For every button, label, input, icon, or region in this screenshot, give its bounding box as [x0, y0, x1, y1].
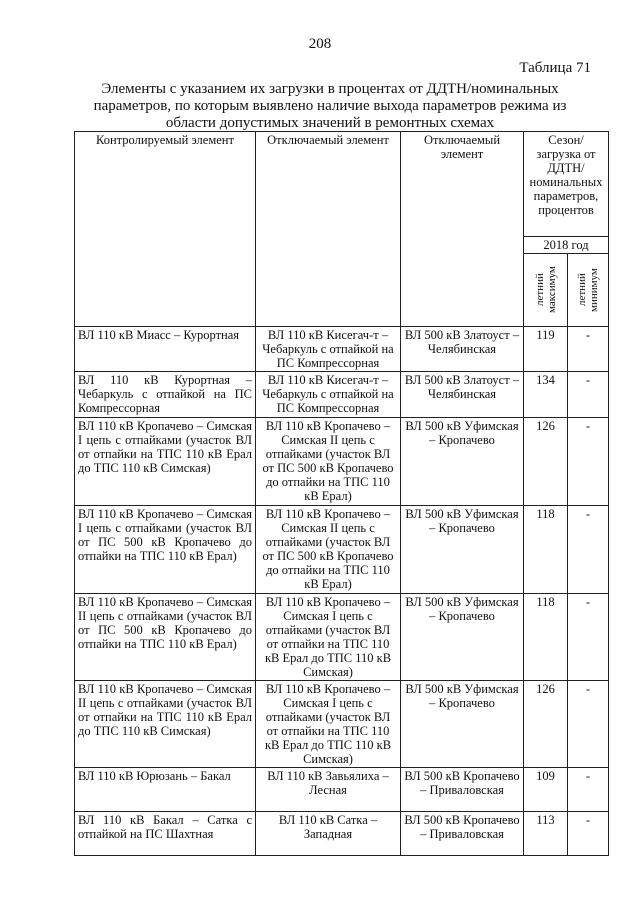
cell-summer-min: -: [568, 418, 609, 506]
cell-summer-min: -: [568, 594, 609, 681]
cell-summer-min: -: [568, 812, 609, 856]
cell-disconnected-2: ВЛ 500 кВ Кропачево – Приваловская: [401, 768, 524, 812]
cell-disconnected-2: ВЛ 500 кВ Златоуст – Челябинская: [401, 327, 524, 372]
header-disconnected-2: Отключаемый элемент: [401, 132, 524, 327]
table-row: [75, 681, 609, 768]
cell-summer-max: 118: [524, 506, 568, 594]
cell-summer-max: 126: [524, 681, 568, 768]
cell-disconnected-2: ВЛ 500 кВ Златоуст – Челябинская: [401, 372, 524, 418]
header-year: 2018 год: [524, 237, 609, 254]
cell-summer-max: 134: [524, 372, 568, 418]
table-caption: Элементы с указанием их загрузки в процентах от ДДТН/номинальных параметров, по которым выявлено наличие выхода параметров режима из области допустимых значений в ремонтных схемах: [93, 81, 567, 131]
header-summer-min-label: летний минимум: [576, 268, 600, 312]
cell-controlled: ВЛ 110 кВ Миасс – Курортная: [75, 327, 256, 372]
table-row: [75, 768, 609, 812]
cell-summer-min: -: [568, 327, 609, 372]
cell-disconnected-2: ВЛ 500 кВ Уфимская – Кропачево: [401, 506, 524, 594]
table-row: [75, 506, 609, 594]
cell-summer-min: -: [568, 681, 609, 768]
header-disconnected-1: Отключаемый элемент: [256, 132, 401, 327]
cell-controlled: ВЛ 110 кВ Юрюзань – Бакал: [75, 768, 256, 812]
header-controlled: Контролируемый элемент: [75, 132, 256, 327]
cell-disconnected-2: ВЛ 500 кВ Уфимская – Кропачево: [401, 594, 524, 681]
cell-disconnected-1: ВЛ 110 кВ Кисегач-т – Чебаркуль с отпайкой на ПС Компрессорная: [256, 327, 401, 372]
cell-summer-max: 109: [524, 768, 568, 812]
table-row: [75, 372, 609, 418]
cell-controlled: ВЛ 110 кВ Кропачево – Симская II цепь с отпайками (участок ВЛ от ПС 500 кВ Кропачево до отпайки на ТПС 110 кВ Ерал): [75, 594, 256, 681]
load-table: [74, 131, 609, 856]
table-row: [75, 812, 609, 856]
cell-disconnected-2: ВЛ 500 кВ Уфимская – Кропачево: [401, 418, 524, 506]
header-summer-max: [524, 254, 568, 327]
cell-summer-min: -: [568, 506, 609, 594]
cell-disconnected-1: ВЛ 110 кВ Кисегач-т – Чебаркуль с отпайкой на ПС Компрессорная: [256, 372, 401, 418]
cell-summer-min: -: [568, 768, 609, 812]
header-summer-max-label: летний максимум: [533, 266, 558, 314]
cell-disconnected-1: ВЛ 110 кВ Кропачево – Симская II цепь с отпайками (участок ВЛ от ПС 500 кВ Кропачево до отпайки на ТПС 110 кВ Ерал): [256, 418, 401, 506]
cell-controlled: ВЛ 110 кВ Кропачево – Симская II цепь с отпайками (участок ВЛ от отпайки на ТПС 110 кВ Ерал до ТПС 110 кВ Симская): [75, 681, 256, 768]
table-row: [75, 327, 609, 372]
cell-disconnected-1: ВЛ 110 кВ Кропачево – Симская I цепь с отпайками (участок ВЛ от отпайки на ТПС 110 кВ Ерал до ТПС 110 кВ Симская): [256, 681, 401, 768]
cell-summer-max: 119: [524, 327, 568, 372]
table-row: [75, 594, 609, 681]
cell-summer-min: -: [568, 372, 609, 418]
cell-disconnected-1: ВЛ 110 кВ Завьялиха – Лесная: [256, 768, 401, 812]
table-label: Таблица 71: [519, 60, 591, 76]
header-summer-min: [568, 254, 609, 327]
page-number: 208: [308, 36, 332, 52]
cell-controlled: ВЛ 110 кВ Курортная – Чебаркуль с отпайкой на ПС Компрессорная: [75, 372, 256, 418]
cell-controlled: ВЛ 110 кВ Кропачево – Симская I цепь с отпайками (участок ВЛ от ПС 500 кВ Кропачево до отпайки на ТПС 110 кВ Ерал): [75, 506, 256, 594]
cell-disconnected-2: ВЛ 500 кВ Уфимская – Кропачево: [401, 681, 524, 768]
cell-disconnected-1: ВЛ 110 кВ Сатка – Западная: [256, 812, 401, 856]
cell-controlled: ВЛ 110 кВ Кропачево – Симская I цепь с отпайками (участок ВЛ от отпайки на ТПС 110 кВ Ерал до ТПС 110 кВ Симская): [75, 418, 256, 506]
cell-disconnected-1: ВЛ 110 кВ Кропачево – Симская I цепь с отпайками (участок ВЛ от отпайки на ТПС 110 кВ Ерал до ТПС 110 кВ Симская): [256, 594, 401, 681]
cell-controlled: ВЛ 110 кВ Бакал – Сатка с отпайкой на ПС Шахтная: [75, 812, 256, 856]
cell-disconnected-1: ВЛ 110 кВ Кропачево – Симская II цепь с отпайками (участок ВЛ от ПС 500 кВ Кропачево до отпайки на ТПС 110 кВ Ерал): [256, 506, 401, 594]
cell-disconnected-2: ВЛ 500 кВ Кропачево – Приваловская: [401, 812, 524, 856]
table-row: [75, 418, 609, 506]
cell-summer-max: 118: [524, 594, 568, 681]
cell-summer-max: 126: [524, 418, 568, 506]
header-season: Сезон/ загрузка от ДДТН/ номинальных параметров, процентов: [524, 132, 609, 237]
cell-summer-max: 113: [524, 812, 568, 856]
